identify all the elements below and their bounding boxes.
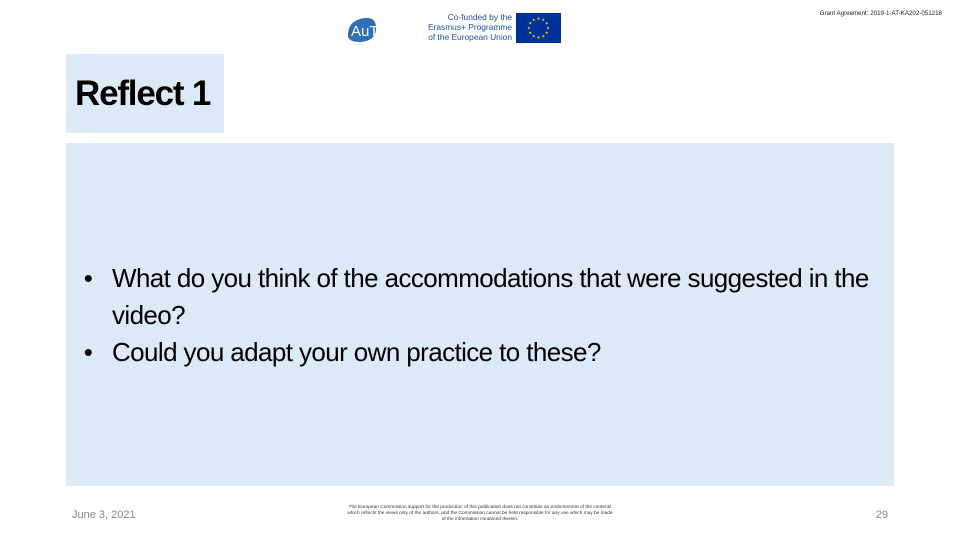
cofunded-text <box>420 12 512 42</box>
disclaimer-line: The European Commission support for the production of this publication does not constitute an endorsement of the contents <box>348 505 612 510</box>
bullet-marker: • <box>83 337 93 367</box>
bullet-marker: • <box>83 263 93 293</box>
cofunded-line: Erasmus+ Programme <box>427 22 512 32</box>
slide-content-panel <box>66 143 894 486</box>
bullet-item <box>66 334 894 371</box>
bullet-text: Could you adapt your own practice to these? <box>112 337 601 367</box>
slide-title: Reflect 1 <box>75 74 211 113</box>
disclaimer-line: which reflects the views only of the authors, and the Commission cannot be held responsible for any use which may be made <box>347 511 613 517</box>
bullet-list <box>66 260 894 371</box>
logo-text-au: AuTrain <box>351 23 403 40</box>
grant-agreement: Grant Agreement: 2019-1-AT-KA202-051218 <box>819 10 942 17</box>
bullet-text: What do you think of the accommodations that were suggested in the video? <box>112 263 869 330</box>
slide-title-box <box>66 54 224 133</box>
cofunded-line: Co-funded by the <box>447 12 512 22</box>
eu-flag-icon <box>516 13 561 43</box>
footer-disclaimer <box>318 505 642 524</box>
cofunded-line: of the European Union <box>428 32 512 42</box>
page-number: 29 <box>875 509 888 521</box>
disclaimer-line: of the information contained therein. <box>441 517 519 523</box>
header-logos <box>346 10 562 46</box>
bullet-item <box>66 260 894 334</box>
autrain-logo-icon <box>346 14 412 44</box>
footer-date: June 3, 2021 <box>72 509 136 521</box>
